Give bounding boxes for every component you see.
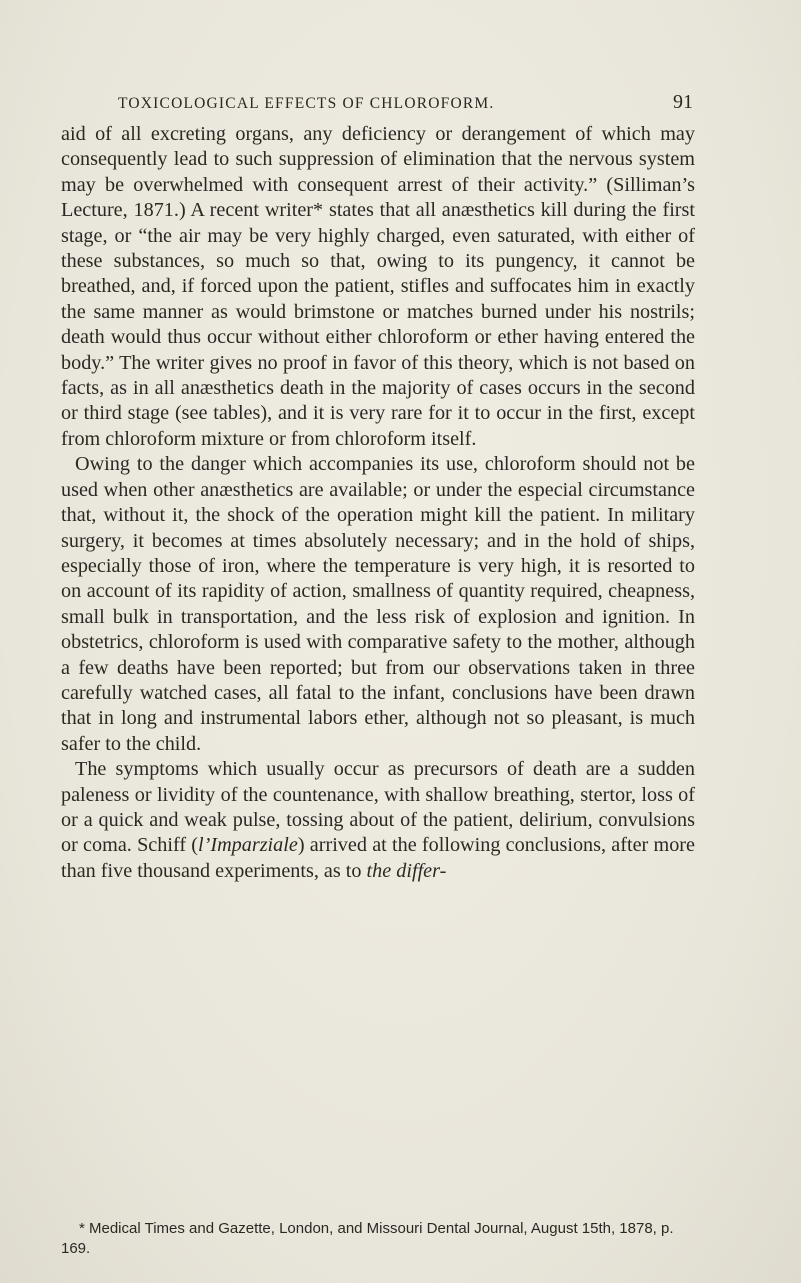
running-head-title: TOXICOLOGICAL EFFECTS OF CHLOROFORM. xyxy=(118,95,495,112)
footnote xyxy=(61,1219,695,1259)
paragraph-2-text: Owing to the danger which accompanies its use, chloroform should not be used when other anæsthetics are available; or under the especial circumstance that, without it, the shock of the operation might kill the patient. In military surgery, it becomes at times absolutely necessary; and in the hold of ships, especially those of iron, where the temperature is very high, it is resorted to on account of its rapidity of action, smallness of quantity required, cheapness, small bulk in transportation, and the less risk of explosion and ignition. In obstetrics, chloroform is used with comparative safety to the mother, although a few deaths have been reported; but from our observations taken in three carefully watched cases, all fatal to the infant, conclusions have been drawn that in long and instrumental labors ether, although not so pleasant, is much safer to the child. xyxy=(61,453,695,755)
paragraph-2 xyxy=(61,452,695,757)
paragraph-3-italic-continuation: the differ- xyxy=(366,859,447,882)
paragraph-3-text-b: ) arrived at the following conclusions, after more than five thousand experiments, as to xyxy=(61,834,695,882)
body-text xyxy=(61,122,695,884)
paragraph-3-text-a: The symptoms which usually occur as precursors of death are a sudden paleness or lividity of the countenance, with shallow breathing, stertor, loss of or a quick and weak pulse, tossing about of the patient, delirium, convulsions or coma. Schiff ( xyxy=(61,758,695,857)
paragraph-1 xyxy=(61,122,695,452)
footnote-text: * Medical Times and Gazette, London, and Missouri Dental Journal, August 15th, 1878, p. 169. xyxy=(61,1220,674,1257)
running-head xyxy=(118,91,693,119)
paragraph-1-text: aid of all excreting organs, any deficiency or derangement of which may consequently lead to such suppression of elimination that the nervous system may be overwhelmed with consequent arrest of their activity.” (Silliman’s Lecture, 1871.) A recent writer* states that all anæsthetics kill during the first stage, or “the air may be very highly charged, even saturated, with either of these substances, so much so that, owing to its pungency, it cannot be breathed, and, if forced upon the patient, stifles and suffocates him in exactly the same manner as would brimstone or matches burned under his nostrils; death would thus occur without either chloroform or ether having entered the body.” The writer gives no proof in favor of this theory, which is not based on facts, as in all anæsthetics death in the majority of cases occurs in the second or third stage (see tables), and it is very rare for it to occur in the first, except from chloroform mixture or from chloroform itself. xyxy=(61,123,695,450)
paragraph-3-italic-source: l’Imparziale xyxy=(198,834,298,857)
page-number: 91 xyxy=(673,91,693,113)
paragraph-3 xyxy=(61,757,695,884)
